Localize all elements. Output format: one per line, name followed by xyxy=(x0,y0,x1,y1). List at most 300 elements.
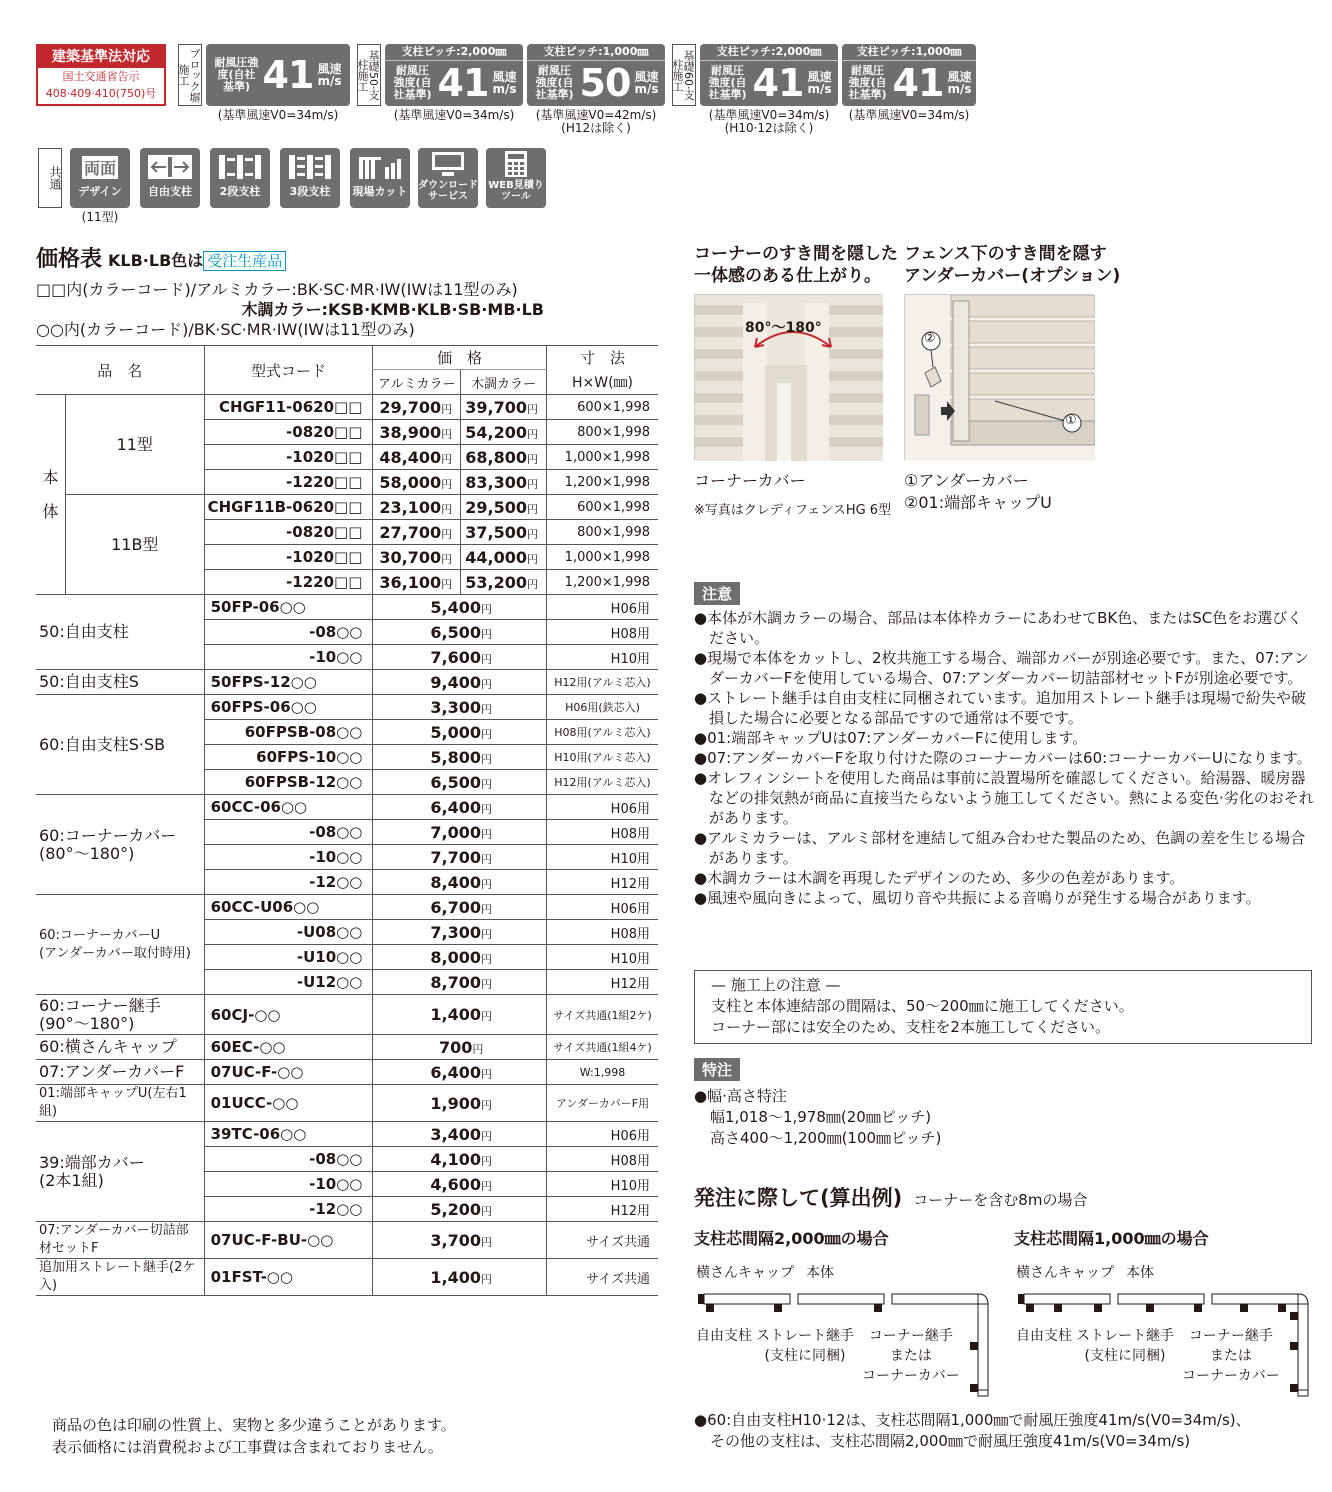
yen-unit: 円 xyxy=(441,452,453,466)
three-post-icon xyxy=(280,148,340,208)
dia-left-corner2: または xyxy=(889,1348,932,1364)
yen-unit: 円 xyxy=(441,577,453,591)
model-code: 07UC-F-BU-○○ xyxy=(204,1222,373,1259)
corner-note: ※写真はクレディフェンスHG 6型 xyxy=(694,503,892,518)
law-line2: 408·409·410(750)号 xyxy=(45,87,157,100)
yen-unit: 円 xyxy=(441,402,453,416)
yen-unit: 円 xyxy=(472,1042,484,1056)
price-value: 27,700 xyxy=(379,522,442,542)
price-value: 8,400 xyxy=(430,872,481,892)
yen-unit: 円 xyxy=(480,727,492,741)
yen-unit: 円 xyxy=(480,827,492,841)
part-name xyxy=(36,1222,204,1259)
under-heading-2: アンダーカバー(オプション) xyxy=(904,266,1121,286)
wind-note: (基準風速V0=34m/s) xyxy=(708,108,830,122)
strength-label: 耐風圧強度(自社基準) xyxy=(848,64,887,101)
part-name xyxy=(36,1085,204,1122)
wind-box-50-1000 xyxy=(527,44,665,106)
price-cell xyxy=(373,895,547,920)
under-photo xyxy=(904,294,1094,460)
yen-unit: 円 xyxy=(480,1010,492,1023)
design-note: (11型) xyxy=(81,210,119,224)
size-cell: 600×1,998 xyxy=(547,395,659,420)
yen-unit: 円 xyxy=(480,852,492,866)
price-table xyxy=(36,345,658,1296)
common-label: 共通 xyxy=(38,148,62,208)
construction-note-title: — 施工上の注意 — xyxy=(711,976,841,994)
part-name-text: 07:アンダーカバー切詰部材セットF xyxy=(39,1223,189,1256)
icon-caption: WEB見積りツール xyxy=(488,180,544,202)
notice-item: ●オレフィンシートを使用した商品は事前に設置場所を確認してください。給湯器、暖房器などの排気熱が商品に直接当たらないよう施工してください。熱による変色·劣化のおそれがあります。 xyxy=(694,769,1314,827)
price-value: 68,800 xyxy=(465,447,527,467)
special-l2: 幅1,018〜1,978㎜(20㎜ピッチ) xyxy=(710,1108,932,1126)
part-name xyxy=(36,695,204,795)
yen-unit: 円 xyxy=(480,777,492,791)
notice-item: ●ストレート継手は自由支柱に同梱されています。追加用ストレート継手は現場で紛失や破損した場合に必要となる部品ですので通常は不要です。 xyxy=(694,689,1306,727)
model-code: 60CJ-○○ xyxy=(204,995,373,1035)
wind-unit: 風速m/s xyxy=(634,70,659,96)
price-value: 6,400 xyxy=(430,797,481,817)
wind-box-block xyxy=(206,44,350,106)
yen-unit: 円 xyxy=(441,527,453,541)
price-cell xyxy=(373,970,547,995)
table-row xyxy=(36,995,658,1035)
yen-unit: 円 xyxy=(527,577,538,591)
model-code: 60FPSB-08○○ xyxy=(204,720,373,745)
yen-unit: 円 xyxy=(480,1098,492,1112)
price-cell xyxy=(461,570,547,595)
yen-unit: 円 xyxy=(527,427,538,441)
yen-unit: 円 xyxy=(441,427,453,441)
model-code: 01UCC-○○ xyxy=(204,1085,373,1122)
model-code: -12○○ xyxy=(204,870,373,895)
size-cell: H08用 xyxy=(547,1147,659,1172)
corner-photo xyxy=(694,294,882,460)
web-icon xyxy=(486,148,546,208)
price-value: 30,700 xyxy=(379,547,442,567)
model-code: -1220□□ xyxy=(204,570,373,595)
model-code: 60EC-○○ xyxy=(204,1035,373,1060)
size-cell: サイズ共通 xyxy=(547,1259,659,1296)
construction-note-line1: 支柱と本体連結部の間隔は、50〜200㎜に施工してください。 xyxy=(711,997,1134,1015)
price-value: 6,700 xyxy=(430,897,481,917)
price-cell xyxy=(373,595,547,620)
price-cell xyxy=(373,620,547,645)
law-badge xyxy=(36,44,166,106)
model-code: CHGF11B-0620□□ xyxy=(204,495,373,520)
notice-item: ●風速や風向きによって、風切り音や共振による音鳴りが発生する場合があります。 xyxy=(694,889,1261,907)
part-name-text: 60:コーナーカバー (80°〜180°) xyxy=(39,825,177,863)
price-title-sub: KLB·LB色は xyxy=(108,251,204,270)
price-value: 54,200 xyxy=(465,422,527,442)
dia-left-joint xyxy=(756,1326,854,1366)
model-code: -0820□□ xyxy=(204,520,373,545)
model-code: 60CC-06○○ xyxy=(204,795,373,820)
size-cell: H06用 xyxy=(547,895,659,920)
yen-unit: 円 xyxy=(441,502,453,516)
price-value: 3,400 xyxy=(430,1124,481,1144)
under-num2: ② xyxy=(924,331,936,346)
price-cell xyxy=(373,795,547,820)
size-cell: 600×1,998 xyxy=(547,495,659,520)
yen-unit: 円 xyxy=(527,527,538,541)
strength-label: 耐風圧強度(自社基準) xyxy=(214,56,259,93)
color-code-line2: 木調カラー:KSB·KMB·KLB·SB·MB·LB xyxy=(241,300,544,319)
price-cell xyxy=(373,995,547,1035)
table-row xyxy=(36,695,658,720)
product-name: 11B型 xyxy=(65,495,204,595)
price-title xyxy=(36,242,286,273)
table-row xyxy=(36,1085,658,1122)
price-cell xyxy=(461,470,547,495)
size-cell: H08用 xyxy=(547,620,659,645)
price-cell xyxy=(373,670,547,695)
yen-unit: 円 xyxy=(527,552,538,566)
price-cell xyxy=(373,570,461,595)
yen-unit: 円 xyxy=(480,627,492,641)
dia-right-cap-label: 横さんキャップ xyxy=(1016,1265,1114,1281)
price-cell xyxy=(373,520,461,545)
construction-note-box xyxy=(694,970,1312,1044)
size-cell: H12用 xyxy=(547,970,659,995)
part-name xyxy=(36,1060,204,1085)
yen-unit: 円 xyxy=(480,652,492,666)
dia-right-joint xyxy=(1076,1326,1174,1366)
header-price: 価 格 xyxy=(373,346,547,370)
price-cell xyxy=(373,1222,547,1259)
under-heading xyxy=(904,243,1120,287)
yen-unit: 円 xyxy=(480,1272,492,1286)
order-footnote2: その他の支柱は、支柱芯間隔2,000㎜で耐風圧強度41m/s(V0=34m/s) xyxy=(710,1432,1191,1450)
notice-item: ●本体が木調カラーの場合、部品は本体枠カラーにあわせてBK色、またはSC色をお選びください。 xyxy=(694,609,1303,647)
size-cell: H08用 xyxy=(547,920,659,945)
special-order xyxy=(694,1086,941,1149)
icon-caption: 2段支柱 xyxy=(219,185,261,198)
yen-unit: 円 xyxy=(480,952,492,966)
price-cell xyxy=(373,1085,547,1122)
price-cell xyxy=(373,395,461,420)
strength-label: 耐風圧強度(自社基準) xyxy=(535,64,574,101)
table-row xyxy=(36,670,658,695)
pitch-label: 支柱ピッチ:2,000㎜ xyxy=(385,44,523,61)
notice-item: ●アルミカラーは、アルミ部材を連結して組み合わせた製品のため、色調の差を生じる場合があります。 xyxy=(694,829,1306,867)
color-code-line3: ○○内(カラーコード)/BK·SC·MR·IW(IWは11型のみ) xyxy=(36,320,415,339)
price-cell xyxy=(461,395,547,420)
corner-caption: コーナーカバー xyxy=(694,471,806,490)
price-value: 5,800 xyxy=(430,747,481,767)
price-value: 6,500 xyxy=(430,772,481,792)
model-code: -U08○○ xyxy=(204,920,373,945)
price-value: 6,400 xyxy=(430,1062,481,1082)
price-cell xyxy=(373,545,461,570)
model-code: 07UC-F-○○ xyxy=(204,1060,373,1085)
part-name-text: 追加用ストレート継手(2ケ入) xyxy=(39,1260,196,1293)
under-caption1: ①アンダーカバー xyxy=(904,471,1029,490)
wind-note-h1012: (H10·12は除く) xyxy=(724,121,814,135)
pitch-label: 支柱ピッチ:2,000㎜ xyxy=(700,44,838,61)
price-cell xyxy=(373,945,547,970)
order-footnote xyxy=(694,1410,1251,1452)
yen-unit: 円 xyxy=(527,452,538,466)
header-alu: アルミカラー xyxy=(373,370,461,395)
yen-unit: 円 xyxy=(441,477,453,491)
yen-unit: 円 xyxy=(527,477,538,491)
model-code: -1020□□ xyxy=(204,545,373,570)
part-name-text: 60:コーナーカバーU (アンダーカバー取付時用) xyxy=(39,927,191,961)
price-title-main: 価格表 xyxy=(36,247,103,272)
order-footnote1: ●60:自由支柱H10·12は、支柱芯間隔1,000㎜で耐風圧強度41m/s(V0=34m/s)、 xyxy=(694,1411,1251,1429)
part-name xyxy=(36,895,204,995)
two-post-icon xyxy=(210,148,270,208)
body-label-text: 本体 xyxy=(42,467,59,521)
wind-unit: 風速m/s xyxy=(317,62,342,88)
base50-label: 基礎50·支柱施工 xyxy=(357,44,381,106)
price-cell xyxy=(373,1172,547,1197)
model-code: -08○○ xyxy=(204,820,373,845)
size-cell: 1,200×1,998 xyxy=(547,470,659,495)
price-cell xyxy=(461,520,547,545)
wind-box-50-2000 xyxy=(385,44,523,106)
model-code: 39TC-06○○ xyxy=(204,1122,373,1147)
model-code: -0820□□ xyxy=(204,420,373,445)
yen-unit: 円 xyxy=(480,1204,492,1218)
size-cell: H12用 xyxy=(547,870,659,895)
table-row xyxy=(36,1222,658,1259)
dia-right-corner xyxy=(1182,1326,1280,1386)
model-code: 01FST-○○ xyxy=(204,1259,373,1296)
yen-unit: 円 xyxy=(480,1129,492,1143)
footer-line2: 表示価格には消費税および工事費は含まれておりません。 xyxy=(52,1438,443,1456)
price-cell xyxy=(373,870,547,895)
wind-box-60-1000 xyxy=(842,44,976,106)
model-code: 60FPS-10○○ xyxy=(204,745,373,770)
dia-left-joint2: (支柱に同梱) xyxy=(764,1348,846,1364)
size-cell: サイズ共通(1組4ケ) xyxy=(547,1035,659,1060)
size-cell: H10用 xyxy=(547,1172,659,1197)
price-cell xyxy=(373,470,461,495)
site-cut-icon xyxy=(350,148,410,208)
icon-caption: ダウンロードサービス xyxy=(418,180,478,202)
model-code: -U12○○ xyxy=(204,970,373,995)
dia-right-body-label: 本体 xyxy=(1126,1265,1154,1281)
table-row xyxy=(36,1035,658,1060)
base60-label: 基礎60·支柱施工 xyxy=(672,44,696,106)
part-name xyxy=(36,795,204,895)
wind-value: 41 xyxy=(892,61,944,105)
product-name: 11型 xyxy=(65,395,204,495)
size-cell: アンダーカバーF用 xyxy=(547,1085,659,1122)
corner-heading-2: 一体感のある仕上がり。 xyxy=(694,266,881,286)
header-size: 寸 法 xyxy=(547,346,659,370)
corner-angle: 80°〜180° xyxy=(745,320,822,336)
model-code: -10○○ xyxy=(204,1172,373,1197)
header-code: 型式コード xyxy=(204,346,373,395)
order-title xyxy=(694,1182,1087,1212)
free-post-icon xyxy=(140,148,200,208)
wind-unit: 風速m/s xyxy=(807,70,832,96)
price-value: 53,200 xyxy=(465,572,527,592)
model-code: -08○○ xyxy=(204,1147,373,1172)
model-code: -U10○○ xyxy=(204,945,373,970)
model-code: -1020□□ xyxy=(204,445,373,470)
special-l1: ●幅·高さ特注 xyxy=(694,1087,787,1105)
header-name: 品 名 xyxy=(36,346,204,395)
size-cell: 800×1,998 xyxy=(547,520,659,545)
wind-unit: 風速m/s xyxy=(947,70,972,96)
price-cell xyxy=(373,720,547,745)
yen-unit: 円 xyxy=(480,902,492,916)
notice-item: ●現場で本体をカットし、2枚共施工する場合、端部カバーが別途必要です。また、07:アンダーカバーFを使用している場合、07:アンダーカバー切詰部材セットFが別途必要です。 xyxy=(694,649,1309,687)
pitch-label: 支柱ピッチ:1,000㎜ xyxy=(527,44,665,61)
yen-unit: 円 xyxy=(527,402,538,416)
dia-right-joint1: ストレート継手 xyxy=(1076,1328,1174,1344)
dia-left-body-label: 本体 xyxy=(806,1265,834,1281)
price-value: 700 xyxy=(438,1037,473,1057)
price-value: 8,000 xyxy=(430,947,481,967)
price-value: 83,300 xyxy=(465,472,527,492)
dia-right-corner2: または xyxy=(1209,1348,1252,1364)
size-cell: H08用(アルミ芯入) xyxy=(547,720,659,745)
table-row xyxy=(36,595,658,620)
price-value: 7,600 xyxy=(430,647,481,667)
icon-caption: 自由支柱 xyxy=(148,185,192,198)
body-label xyxy=(36,395,65,595)
law-line1: 国土交通省告示 xyxy=(62,70,140,83)
part-name-text: 50:自由支柱 xyxy=(39,622,129,641)
price-cell xyxy=(373,420,461,445)
price-cell xyxy=(373,645,547,670)
size-cell: H10用 xyxy=(547,845,659,870)
model-code: 60CC-U06○○ xyxy=(204,895,373,920)
dia-left-corner xyxy=(862,1326,960,1386)
price-value: 1,400 xyxy=(430,1267,481,1287)
wind-note-h12: (H12は除く) xyxy=(561,121,631,135)
wind-value: 41 xyxy=(437,61,489,105)
corner-heading xyxy=(694,243,898,287)
yen-unit: 円 xyxy=(480,752,492,766)
yen-unit: 円 xyxy=(480,927,492,941)
price-cell xyxy=(373,820,547,845)
order-title-main: 発注に際して(算出例) xyxy=(694,1186,903,1210)
footer-line1: 商品の色は印刷の性質上、実物と多少違うことがあります。 xyxy=(52,1416,456,1434)
block-label: ブロック塀施工 xyxy=(178,44,202,106)
header-wood: 木調カラー xyxy=(461,370,547,395)
size-cell: 800×1,998 xyxy=(547,420,659,445)
table-row xyxy=(36,795,658,820)
part-name xyxy=(36,595,204,670)
price-value: 4,600 xyxy=(430,1174,481,1194)
size-cell: H12用(アルミ芯入) xyxy=(547,770,659,795)
price-value: 39,700 xyxy=(465,397,527,417)
wind-note: (基準風速V0=42m/s) xyxy=(535,108,657,122)
part-name xyxy=(36,1035,204,1060)
price-cell xyxy=(373,1197,547,1222)
model-code: -08○○ xyxy=(204,620,373,645)
part-name-text: 01:端部キャップU(左右1組) xyxy=(39,1086,187,1119)
price-cell xyxy=(373,845,547,870)
dia-left-corner3: コーナーカバー xyxy=(862,1368,960,1384)
price-cell xyxy=(373,1259,547,1296)
size-cell: W:1,998 xyxy=(547,1060,659,1085)
model-code: 50FP-06○○ xyxy=(204,595,373,620)
price-value: 58,000 xyxy=(379,472,442,492)
price-cell xyxy=(461,495,547,520)
yen-unit: 円 xyxy=(480,1235,492,1249)
yen-unit: 円 xyxy=(480,702,492,716)
size-cell: 1,000×1,998 xyxy=(547,445,659,470)
part-name-text: 60:横さんキャップ xyxy=(39,1037,177,1056)
both-side-glyph: 両面 xyxy=(82,156,118,179)
yen-unit: 円 xyxy=(480,1154,492,1168)
dia-right-corner3: コーナーカバー xyxy=(1182,1368,1280,1384)
part-name-text: 50:自由支柱S xyxy=(39,672,139,691)
model-code: 60FPSB-12○○ xyxy=(204,770,373,795)
price-value: 44,000 xyxy=(465,547,527,567)
price-cell xyxy=(461,545,547,570)
price-value: 7,700 xyxy=(430,847,481,867)
part-name-text: 60:自由支柱S·SB xyxy=(39,734,166,754)
price-value: 29,700 xyxy=(379,397,442,417)
size-cell: H12用(アルミ芯入) xyxy=(547,670,659,695)
icon-caption: 3段支柱 xyxy=(289,185,331,198)
price-cell xyxy=(373,770,547,795)
construction-note-line2: コーナー部には安全のため、支柱を2本施工してください。 xyxy=(711,1018,1110,1036)
size-cell: H08用 xyxy=(547,820,659,845)
price-value: 1,900 xyxy=(430,1093,481,1113)
wind-note: (基準風速V0=34m/s) xyxy=(393,108,515,122)
model-code: -1220□□ xyxy=(204,470,373,495)
size-cell: H10用 xyxy=(547,645,659,670)
part-name-text: 07:アンダーカバーF xyxy=(39,1062,185,1081)
under-cover-image xyxy=(905,295,1095,461)
notice-item: ●01:端部キャップUは07:アンダーカバーFに使用します。 xyxy=(694,729,1088,747)
price-value: 36,100 xyxy=(379,572,442,592)
yen-unit: 円 xyxy=(480,802,492,816)
special-l3: 高さ400〜1,200㎜(100㎜ピッチ) xyxy=(710,1129,942,1147)
corner-heading-1: コーナーのすき間を隠した xyxy=(694,244,898,264)
part-name xyxy=(36,1122,204,1222)
download-icon xyxy=(418,148,478,208)
table-row xyxy=(36,1122,658,1147)
under-caption2: ②01:端部キャップU xyxy=(904,493,1052,512)
wind-value: 41 xyxy=(262,53,314,97)
wind-note: (基準風速V0=34m/s) xyxy=(848,108,970,122)
size-cell: H06用 xyxy=(547,595,659,620)
price-value: 1,400 xyxy=(430,1005,481,1024)
size-cell: H10用(アルミ芯入) xyxy=(547,745,659,770)
yen-unit: 円 xyxy=(480,977,492,991)
size-cell: H10用 xyxy=(547,945,659,970)
price-value: 5,200 xyxy=(430,1199,481,1219)
wind-value: 50 xyxy=(579,61,631,105)
order-title-sub: コーナーを含む8mの場合 xyxy=(913,1191,1088,1209)
price-value: 3,300 xyxy=(430,697,481,717)
yen-unit: 円 xyxy=(480,1067,492,1081)
model-code: CHGF11-0620□□ xyxy=(204,395,373,420)
table-row xyxy=(36,1259,658,1296)
part-name-text: 39:端部カバー (2本1組) xyxy=(39,1152,145,1190)
dia-left-post-label: 自由支柱 xyxy=(696,1328,752,1344)
model-code: 50FPS-12○○ xyxy=(204,670,373,695)
footer-notes xyxy=(52,1414,456,1458)
part-name xyxy=(36,670,204,695)
model-code: -10○○ xyxy=(204,645,373,670)
price-cell xyxy=(373,745,547,770)
price-cell xyxy=(373,1060,547,1085)
yen-unit: 円 xyxy=(480,877,492,891)
price-value: 3,700 xyxy=(430,1230,481,1250)
price-value: 4,100 xyxy=(430,1149,481,1169)
